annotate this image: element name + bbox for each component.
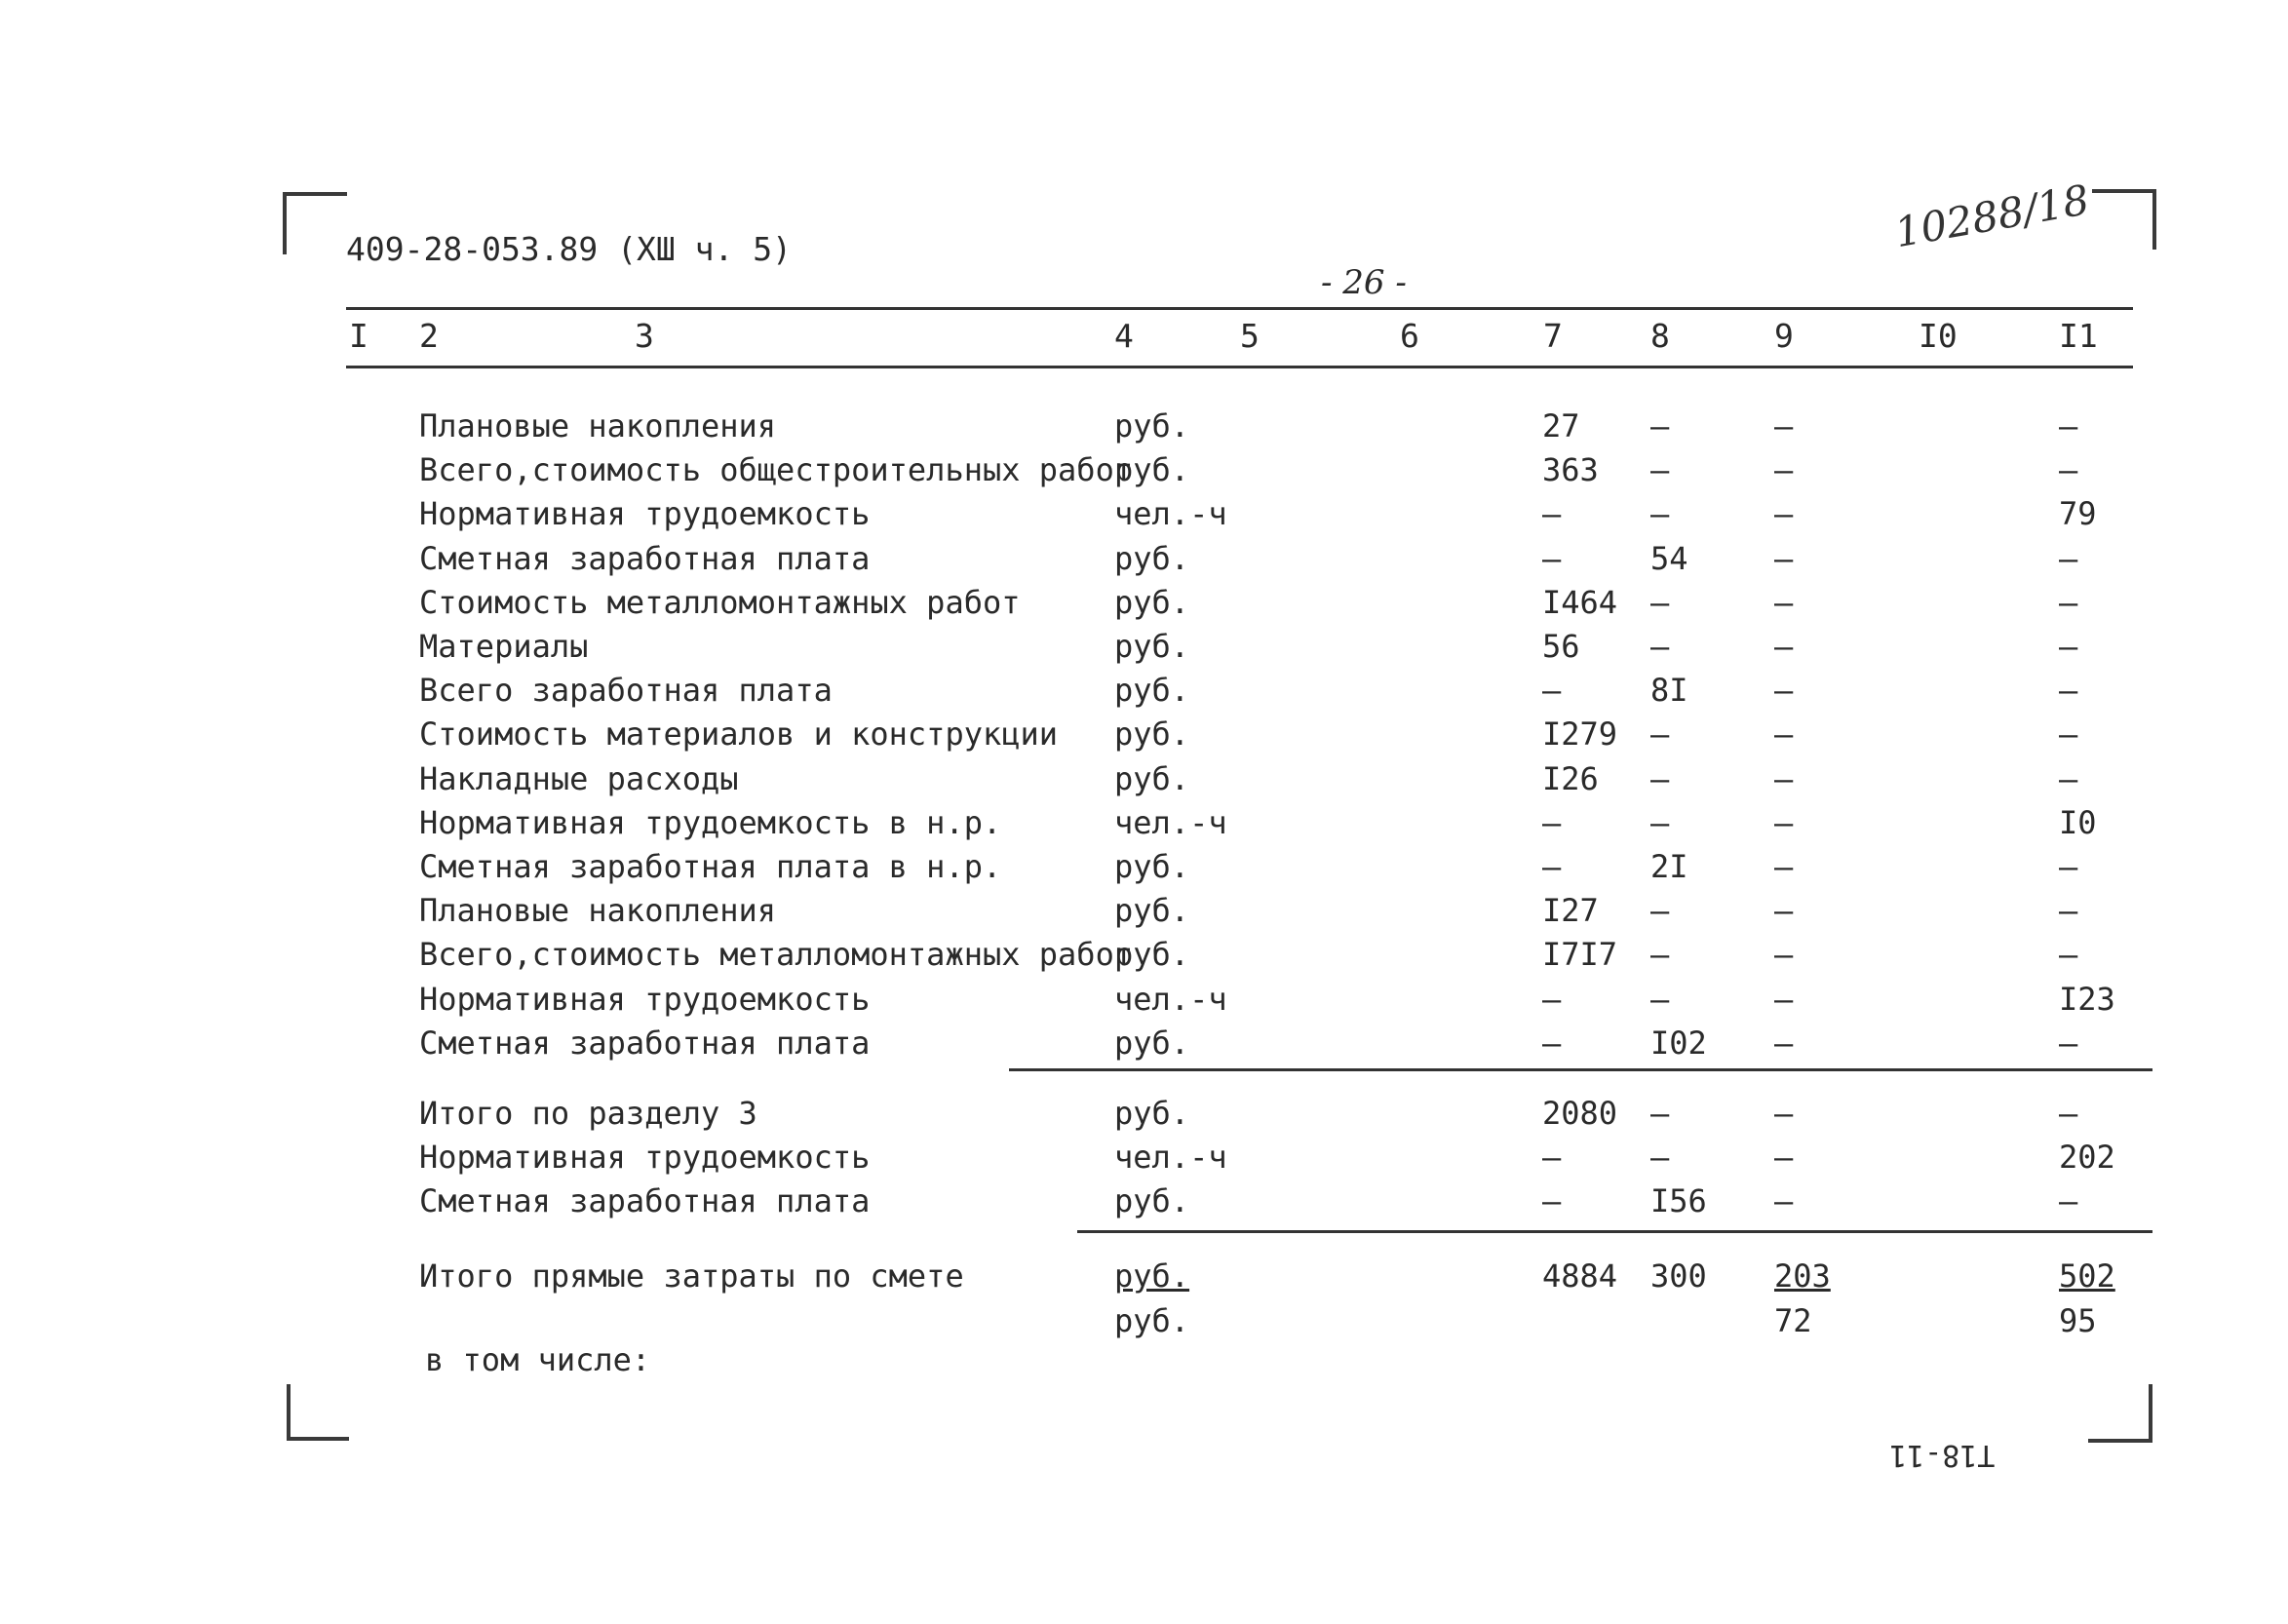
row-col9: – <box>1774 628 1794 665</box>
table-row-grand-total-2 <box>0 1302 2288 1346</box>
row-col8: – <box>1650 980 1670 1018</box>
row-col11: 95 <box>2059 1302 2097 1339</box>
row-unit: руб. <box>1114 539 1190 577</box>
row-col7: – <box>1542 672 1562 710</box>
row-col9: – <box>1774 1182 1794 1219</box>
row-col8: – <box>1650 936 1670 974</box>
row-col9: 72 <box>1774 1302 1812 1339</box>
table-row <box>0 804 2288 848</box>
row-name: Материалы <box>419 628 589 665</box>
row-col9: – <box>1774 803 1794 841</box>
row-col11: – <box>2059 848 2078 885</box>
row-unit: руб. <box>1114 715 1190 754</box>
row-col11: 202 <box>2059 1139 2115 1176</box>
row-unit: руб. <box>1114 848 1190 885</box>
row-col11: – <box>2059 672 2078 710</box>
row-col9: – <box>1774 1024 1794 1062</box>
row-col8: 54 <box>1650 539 1688 577</box>
row-unit: руб. <box>1114 759 1190 797</box>
table-row <box>0 407 2288 451</box>
row-col9: – <box>1774 759 1794 797</box>
row-col11: – <box>2059 583 2078 621</box>
row-name: Плановые накопления <box>419 407 777 445</box>
row-name: Всего,стоимость общестроительных работ <box>419 451 1134 489</box>
column-number-3: 3 <box>635 317 654 355</box>
row-col9: – <box>1774 715 1794 754</box>
table-row <box>0 715 2288 759</box>
row-unit: руб. <box>1114 936 1190 974</box>
row-col7: – <box>1542 980 1562 1018</box>
row-unit: руб. <box>1114 583 1190 621</box>
table-row <box>0 1182 2288 1226</box>
row-name: Стоимость материалов и конструкции <box>419 715 1059 754</box>
row-name: Сметная заработная плата <box>419 539 871 577</box>
row-col8: 8I <box>1650 672 1688 710</box>
row-name: Итого прямые затраты по смете <box>419 1257 964 1295</box>
row-col8: – <box>1650 1095 1670 1132</box>
row-col7: I464 <box>1542 583 1618 621</box>
row-col7: – <box>1542 1139 1562 1176</box>
row-col11: 79 <box>2059 495 2097 533</box>
column-number-2: 2 <box>419 317 439 355</box>
corner-bracket-top-left <box>283 192 347 254</box>
row-col7: I279 <box>1542 715 1618 754</box>
row-col8: I02 <box>1650 1024 1707 1062</box>
header-rule-bottom <box>346 366 2133 368</box>
row-col9: 203 <box>1774 1257 1831 1295</box>
row-col8: 2I <box>1650 848 1688 885</box>
row-col9: – <box>1774 672 1794 710</box>
row-name: Сметная заработная плата <box>419 1182 871 1219</box>
row-name: Сметная заработная плата <box>419 1024 871 1062</box>
row-col8: – <box>1650 495 1670 533</box>
row-name: Накладные расходы <box>419 759 739 797</box>
row-col7: 27 <box>1542 407 1580 445</box>
row-col11: 502 <box>2059 1257 2115 1295</box>
table-row-grand-total <box>0 1257 2288 1301</box>
row-name: Нормативная трудоемкость <box>419 495 871 533</box>
table-row <box>0 848 2288 892</box>
corner-bracket-bottom-right <box>2088 1384 2152 1443</box>
row-unit: чел.-ч <box>1114 495 1227 533</box>
row-col9: – <box>1774 892 1794 930</box>
row-col9: – <box>1774 407 1794 445</box>
row-col11: – <box>2059 539 2078 577</box>
row-col9: – <box>1774 1139 1794 1176</box>
row-col8: – <box>1650 759 1670 797</box>
table-row <box>0 760 2288 804</box>
row-col9: – <box>1774 583 1794 621</box>
row-col7: – <box>1542 848 1562 885</box>
row-col7: 56 <box>1542 628 1580 665</box>
row-col11: – <box>2059 1182 2078 1219</box>
row-name: Нормативная трудоемкость <box>419 980 871 1018</box>
row-unit: руб. <box>1114 1182 1190 1219</box>
row-col11: I23 <box>2059 980 2115 1018</box>
header-rule-top <box>346 307 2133 310</box>
row-name: Нормативная трудоемкость в н.р. <box>419 803 1002 841</box>
row-name: Итого по разделу 3 <box>419 1095 757 1132</box>
row-name: Нормативная трудоемкость <box>419 1139 871 1176</box>
row-col9: – <box>1774 848 1794 885</box>
row-col11: – <box>2059 715 2078 754</box>
table-row <box>0 981 2288 1025</box>
row-col11: – <box>2059 936 2078 974</box>
row-col11: – <box>2059 628 2078 665</box>
row-col8: – <box>1650 715 1670 754</box>
row-unit: руб. <box>1114 1024 1190 1062</box>
section-divider <box>1009 1068 2152 1071</box>
row-name: Всего заработная плата <box>419 672 833 710</box>
row-col8: – <box>1650 628 1670 665</box>
row-col7: – <box>1542 1182 1562 1219</box>
row-col11: I0 <box>2059 803 2097 841</box>
row-col8: I56 <box>1650 1182 1707 1219</box>
row-name: Всего,стоимость металломонтажных работ <box>419 936 1134 974</box>
row-col9: – <box>1774 495 1794 533</box>
row-col11: – <box>2059 759 2078 797</box>
row-col11: – <box>2059 451 2078 489</box>
row-col8: – <box>1650 451 1670 489</box>
row-col7: 4884 <box>1542 1257 1618 1295</box>
row-name: Сметная заработная плата в н.р. <box>419 848 1002 885</box>
row-col8: – <box>1650 1139 1670 1176</box>
table-row <box>0 1139 2288 1182</box>
row-col7: I26 <box>1542 759 1599 797</box>
column-number-8: 8 <box>1650 317 1670 355</box>
row-col9: – <box>1774 451 1794 489</box>
row-unit: руб. <box>1114 1302 1190 1339</box>
column-number-1: I <box>349 317 368 355</box>
row-col11: – <box>2059 1095 2078 1132</box>
row-col8: 300 <box>1650 1257 1707 1295</box>
table-row <box>0 628 2288 672</box>
corner-bracket-top-right <box>2092 189 2156 250</box>
row-col7: I7I7 <box>1542 936 1618 974</box>
row-col8: – <box>1650 407 1670 445</box>
row-col8: – <box>1650 583 1670 621</box>
row-col9: – <box>1774 1095 1794 1132</box>
row-unit: руб. <box>1114 451 1190 489</box>
row-col7: – <box>1542 539 1562 577</box>
column-number-4: 4 <box>1114 317 1134 355</box>
row-col7: – <box>1542 495 1562 533</box>
table-row <box>0 540 2288 584</box>
totals-divider <box>1077 1230 2152 1233</box>
table-row <box>0 495 2288 539</box>
row-col11: – <box>2059 892 2078 930</box>
column-number-5: 5 <box>1240 317 1260 355</box>
row-col8: – <box>1650 892 1670 930</box>
table-row <box>0 936 2288 980</box>
row-col11: – <box>2059 1024 2078 1062</box>
table-row <box>0 1025 2288 1068</box>
row-col9: – <box>1774 936 1794 974</box>
row-col11: – <box>2059 407 2078 445</box>
row-col7: – <box>1542 803 1562 841</box>
row-unit: руб. <box>1114 1257 1190 1295</box>
row-col7: 363 <box>1542 451 1599 489</box>
archive-stamp: 10288/18 <box>1891 175 2093 257</box>
row-col7: – <box>1542 1024 1562 1062</box>
table-row <box>0 584 2288 628</box>
row-unit: чел.-ч <box>1114 803 1227 841</box>
including-label: в том числе: <box>425 1341 651 1378</box>
row-unit: руб. <box>1114 892 1190 930</box>
column-number-9: 9 <box>1774 317 1794 355</box>
corner-bracket-bottom-left <box>287 1384 349 1441</box>
page-number: - 26 - <box>1321 263 1407 302</box>
row-col8: – <box>1650 803 1670 841</box>
row-name: Плановые накопления <box>419 892 777 930</box>
row-col9: – <box>1774 539 1794 577</box>
row-unit: чел.-ч <box>1114 1139 1227 1176</box>
table-row <box>0 451 2288 495</box>
column-number-11: I1 <box>2059 317 2098 355</box>
row-unit: руб. <box>1114 407 1190 445</box>
row-col7: I27 <box>1542 892 1599 930</box>
row-unit: руб. <box>1114 628 1190 665</box>
column-number-7: 7 <box>1543 317 1563 355</box>
row-unit: руб. <box>1114 672 1190 710</box>
row-unit: руб. <box>1114 1095 1190 1132</box>
sheet-code: T18-11 <box>1889 1438 1996 1472</box>
table-row <box>0 1095 2288 1139</box>
document-code: 409-28-053.89 (ХШ ч. 5) <box>346 230 792 268</box>
table-row <box>0 672 2288 715</box>
table-row <box>0 892 2288 936</box>
row-name: Стоимость металломонтажных работ <box>419 583 1021 621</box>
row-col9: – <box>1774 980 1794 1018</box>
column-number-6: 6 <box>1400 317 1419 355</box>
row-col7: 2080 <box>1542 1095 1618 1132</box>
row-unit: чел.-ч <box>1114 980 1227 1018</box>
column-number-10: I0 <box>1919 317 1958 355</box>
